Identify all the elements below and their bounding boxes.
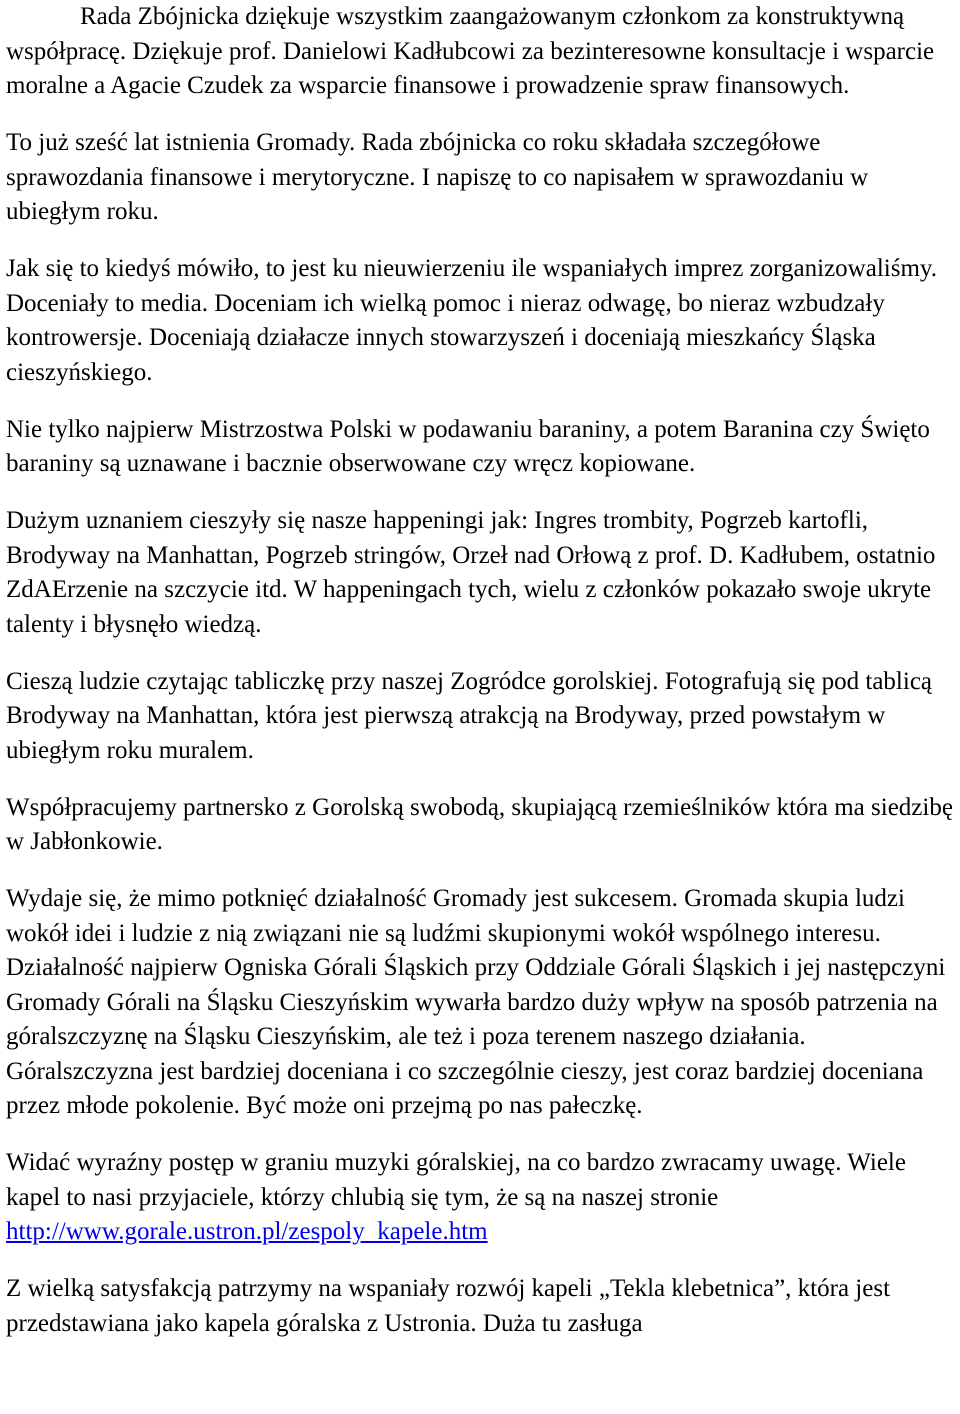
paragraph-thanks: Rada Zbójnicka dziękuje wszystkim zaangażowanym członkom za konstruktywną współpracę. Dziękuje prof. Danielowi Kadłubcowi za bezinteresowne konsultacje i wsparcie moralne a Agacie Czudek za wsparcie finansowe i prowadzenie spraw finansowych. [6,3,935,99]
paragraph-music-text: Widać wyraźny postęp w graniu muzyki góralskiej, na co bardzo zwracamy uwagę. Wiele kapel to nasi przyjaciele, którzy chlubią się tym, że są na naszej stronie [6,1149,906,1211]
paragraph-championships: Nie tylko najpierw Mistrzostwa Polski w podawaniu baraniny, a potem Baranina czy Święto baraniny są uznawane i bacznie obserwowane czy wręcz kopiowane. [6,415,930,477]
paragraph-signs: Cieszą ludzie czytając tabliczkę przy naszej Zogródce gorolskiej. Fotografują się pod tablicą Brodyway na Manhattan, która jest pierwszą atrakcją na Brodyway, przed powstałym w ubiegłym roku muralem. [6,667,933,764]
paragraph-tekla: Z wielką satysfakcją patrzymy na wspaniały rozwój kapeli „Tekla klebetnica”, która jest przedstawiana jako kapela góralska z Ustronia. Duża tu zasługa [6,1275,891,1337]
bands-page-link[interactable]: http://www.gorale.ustron.pl/zespoly_kapele.htm [6,1218,488,1245]
paragraph-partnership: Współpracujemy partnersko z Gorolską swobodą, skupiającą rzemieślników która ma siedzibę w Jabłonkowie. [6,793,953,855]
paragraph-success: Wydaje się, że mimo potknięć działalność Gromady jest sukcesem. Gromada skupia ludzi wokół idei i ludzie z nią związani nie są ludźmi skupionymi wokół wspólnego interesu. Działalność najpierw Ogniska Górali Śląskich przy Oddziale Górali Śląskich i jej następczyni Gromady Górali na Śląsku Cieszyńskim wywarła bardzo duży wpływ na sposób patrzenia na góralszczyznę na Śląsku Cieszyńskim, ale też i poza terenem naszego działania. Góralszczyzna jest bardziej doceniana i co szczególnie cieszy, jest coraz bardziej doceniana przez młode pokolenie. Być może oni przejmą po nas pałeczkę. [6,885,946,1119]
paragraph-happenings: Dużym uznaniem cieszyły się nasze happeningi jak: Ingres trombity, Pogrzeb kartofli, Brodyway na Manhattan, Pogrzeb stringów, Orzeł nad Orłową z prof. D. Kadłubem, ostatnio ZdAErzenie na szczycie itd. W happeningach tych, wielu z członków pokazało swoje ukryte talenty i błysnęło wiedzą. [6,507,936,638]
paragraph-music [6,1146,954,1250]
paragraph-events: Jak się to kiedyś mówiło, to jest ku nieuwierzeniu ile wspaniałych imprez zorganizowaliśmy. Doceniały to media. Doceniam ich wielką pomoc i nieraz odwagę, bo nieraz wzbudzały kontrowersje. Doceniają działacze innych stowarzyszeń i doceniają mieszkańcy Śląska cieszyńskiego. [6,255,938,386]
paragraph-six-years: To już sześć lat istnienia Gromady. Rada zbójnicka co roku składała szczegółowe sprawozdania finansowe i merytoryczne. I napiszę to co napisałem w sprawozdaniu w ubiegłym roku. [6,129,869,225]
